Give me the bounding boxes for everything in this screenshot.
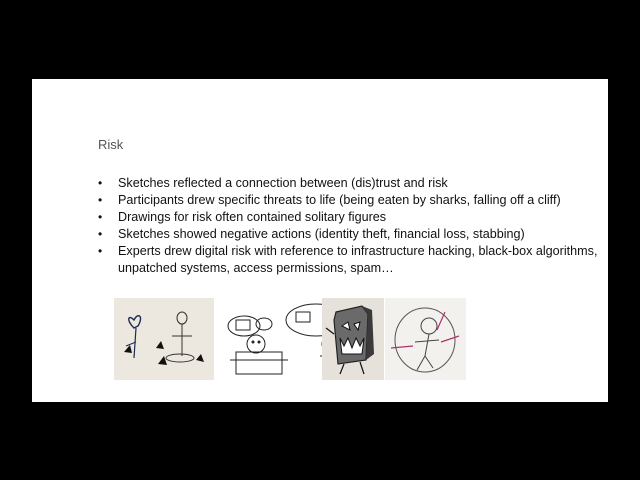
bullet-item: • Drawings for risk often contained solitary figures: [98, 209, 598, 226]
monster-sketch-icon: [322, 298, 384, 380]
bullet-list: [98, 175, 598, 277]
bullet-item: • Experts drew digital risk with reference to infrastructure hacking, black-box algorithms, unpatched systems, access permissions, spam…: [98, 243, 598, 277]
bullet-item: • Sketches showed negative actions (identity theft, financial loss, stabbing): [98, 226, 598, 243]
slide-title: Risk: [98, 137, 124, 152]
bullet-item: • Sketches reflected a connection between (dis)trust and risk: [98, 175, 598, 192]
shark-sketch-icon: [114, 298, 214, 380]
bullet-item: • Participants drew specific threats to life (being eaten by sharks, falling off a cliff): [98, 192, 598, 209]
slide: [32, 79, 608, 402]
stabbing-sketch-icon: [385, 298, 466, 380]
